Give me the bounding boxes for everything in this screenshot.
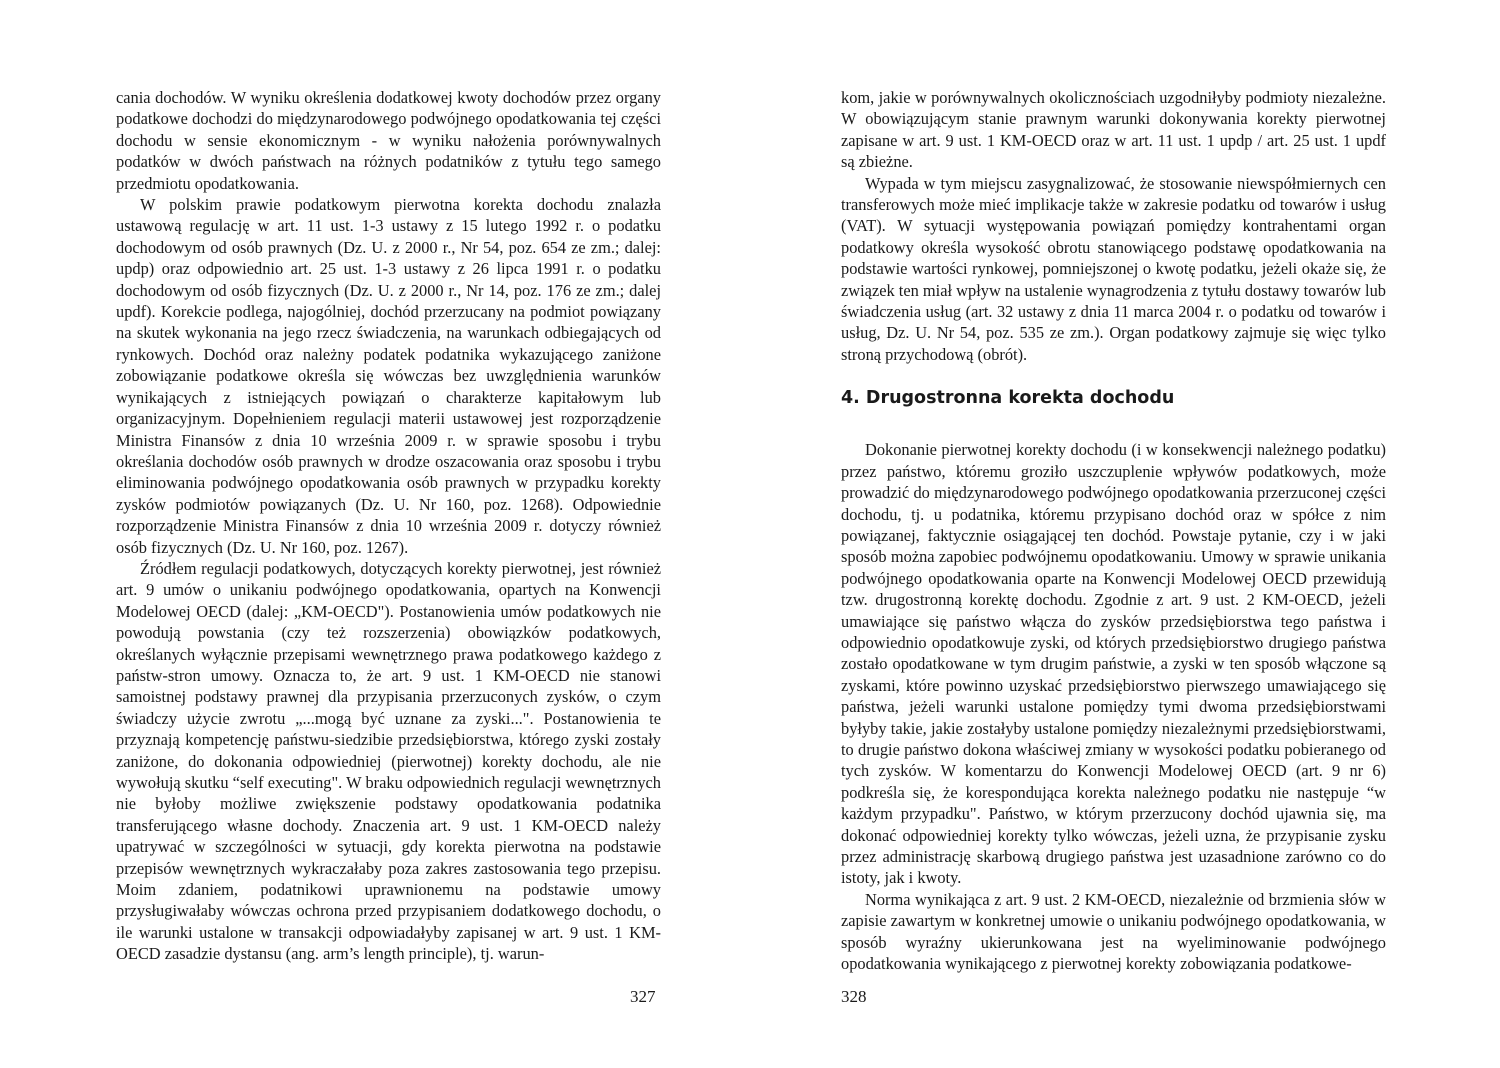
paragraph: kom, jakie w porównywalnych okolicznościach uzgodniłyby podmioty niezależne. W obowiązującym stanie prawnym warunki dokonywania korekty pierwotnej zapisane w art. 9 ust. 1 KM-OECD oraz w art. 11 ust. 1 updp / art. 25 ust. 1 updf są zbieżne. — [841, 88, 1386, 172]
right-page — [750, 0, 1500, 1068]
page-number: 328 — [841, 987, 867, 1006]
paragraph: Źródłem regulacji podatkowych, dotyczących korekty pierwotnej, jest również art. 9 umów o unikaniu podwójnego opodatkowania, opartych na Konwencji Modelowej OECD (dalej: „KM-OECD"). Postanowienia umów podatkowych nie powodują powstania (czy też rozszerzenia) obowiązków podatkowych, określanych wyłącznie przepisami wewnętrznego prawa podatkowego każdego z państw-stron umowy. Oznacza to, że art. 9 ust. 1 KM-OECD nie stanowi samoistnej podstawy prawnej dla przypisania przerzuconych zysków, o czym świadczy użycie zwrotu „...mogą być uznane za zyski...". Postanowienia te przyznają kompetencję państwu-siedzibie przedsiębiorstwa, którego zyski zostały zaniżone, do dokonania odpowiedniej (pierwotnej) korekty dochodu, ale nie wywołują skutku “self executing". W braku odpowiednich regulacji wewnętrznych nie byłoby możliwe zwiększenie podstawy opodatkowania podatnika transferującego własne dochody. Znaczenia art. 9 ust. 1 KM-OECD należy upatrywać w szczególności w sytuacji, gdy korekta pierwotna na podstawie przepisów wewnętrznych wykraczałaby poza zakres zastosowania tego przepisu. Moim zdaniem, podatnikowi uprawnionemu na podstawie umowy przysługiwałaby wówczas ochrona przed przypisaniem dodatkowego dochodu, o ile warunki ustalone w transakcji odpowiadałyby zapisanej w art. 9 ust. 1 KM-OECD zasadzie dystansu (ang. arm’s length principle), tj. warun- — [116, 558, 661, 964]
paragraph: Dokonanie pierwotnej korekty dochodu (i w konsekwencji należnego podatku) przez państwo, któremu groziło uszczuplenie wpływów podatkowych, może prowadzić do międzynarodowego podwójnego opodatkowania przerzuconej części dochodu, tj. u podatnika, któremu przypisano dochód oraz w spółce z nim powiązanej, faktycznie osiągającej ten dochód. Powstaje pytanie, czy i w jaki sposób można zapobiec podwójnemu opodatkowaniu. Umowy w sprawie unikania podwójnego opodatkowania oparte na Konwencji Modelowej OECD przewidują tzw. drugostronną korektę dochodu. Zgodnie z art. 9 ust. 2 KM-OECD, jeżeli umawiające się państwo włącza do zysków przedsiębiorstwa tego państwa i odpowiednio opodatkowuje zyski, od których przedsiębiorstwo drugiego państwa zostało opodatkowane w tym drugim państwie, a zyski w ten sposób włączone są zyskami, które powinno uzyskać przedsiębiorstwo pierwszego umawiającego się państwa, jeżeli warunki ustalone pomiędzy tymi dwoma przedsiębiorstwami byłyby takie, jakie zostałyby ustalone pomiędzy niezależnymi przedsiębiorstwami, to drugie państwo dokona właściwej zmiany w wysokości podatku pobieranego od tych zysków. W komentarzu do Konwencji Modelowej OECD (art. 9 nr 6) podkreśla się, że korespondująca korekta należnego podatku nie następuje “w każdym przypadku". Państwo, w którym przerzucony dochód ujawnia się, ma dokonać odpowiedniej korekty tylko wówczas, jeżeli uzna, że przypisanie zysku przez administrację skarbową drugiego państwa jest uzasadnione zarówno co do istoty, jak i kwoty. — [841, 440, 1386, 888]
right-page-text — [841, 87, 1386, 974]
paragraph: W polskim prawie podatkowym pierwotna korekta dochodu znalazła ustawową regulację w art. 11 ust. 1-3 ustawy z 15 lutego 1992 r. o podatku dochodowym od osób prawnych (Dz. U. z 2000 r., Nr 54, poz. 654 ze zm.; dalej: updp) oraz odpowiednio art. 25 ust. 1-3 ustawy z 26 lipca 1991 r. o podatku dochodowym od osób fizycznych (Dz. U. z 2000 r., Nr 14, poz. 176 ze zm.; dalej updf). Korekcie podlega, najogólniej, dochód przerzucany na podmiot powiązany na skutek wykonania na jego rzecz świadczenia, na warunkach odbiegających od rynkowych. Dochód oraz należny podatek podatnika wykazującego zaniżone zobowiązanie podatkowe określa się wówczas bez uwzględnienia warunków wynikających z istniejących powiązań o charakterze kapitałowym lub organizacyjnym. Dopełnieniem regulacji materii ustawowej jest rozporządzenie Ministra Finansów z dnia 10 września 2009 r. w sprawie sposobu i trybu określania dochodów osób prawnych w drodze oszacowania oraz sposobu i trybu eliminowania podwójnego opodatkowania osób prawnych w przypadku korekty zysków podmiotów powiązanych (Dz. U. Nr 160, poz. 1268). Odpowiednie rozporządzenie Ministra Finansów z dnia 10 września 2009 r. dotyczy również osób fizycznych (Dz. U. Nr 160, poz. 1267). — [116, 195, 661, 557]
left-page-text — [116, 87, 661, 965]
paragraph: Wypada w tym miejscu zasygnalizować, że stosowanie niewspółmiernych cen transferowych może mieć implikacje także w zakresie podatku od towarów i usług (VAT). W sytuacji występowania powiązań pomiędzy kontrahentami organ podatkowy określa wysokość obrotu stanowiącego podstawę opodatkowania na podstawie wartości rynkowej, pomniejszonej o kwotę podatku, jeżeli okaże się, że związek ten miał wpływ na ustalenie wynagrodzenia z tytułu dostawy towarów lub świadczenia usług (art. 32 ustawy z dnia 11 marca 2004 r. o podatku od towarów i usług, Dz. U. Nr 54, poz. 535 ze zm.). Organ podatkowy zajmuje się więc tylko stroną przychodową (obrót). — [841, 173, 1386, 364]
section-heading: 4. Drugostronna korekta dochodu — [841, 388, 1175, 409]
paragraph: cania dochodów. W wyniku określenia dodatkowej kwoty dochodów przez organy podatkowe dochodzi do międzynarodowego podwójnego opodatkowania tej części dochodu w sensie ekonomicznym - w wyniku nałożenia porównywalnych podatków w dwóch państwach na różnych podatników z tytułu tego samego przedmiotu opodatkowania. — [116, 88, 661, 193]
page-number: 327 — [630, 987, 656, 1006]
paragraph: Norma wynikająca z art. 9 ust. 2 KM-OECD, niezależnie od brzmienia słów w zapisie zawartym w konkretnej umowie o unikaniu podwójnego opodatkowania, w sposób wyraźny ukierunkowana jest na wyeliminowanie podwójnego opodatkowania wynikającego z pierwotnej korekty zobowiązania podatkowe- — [841, 889, 1386, 974]
